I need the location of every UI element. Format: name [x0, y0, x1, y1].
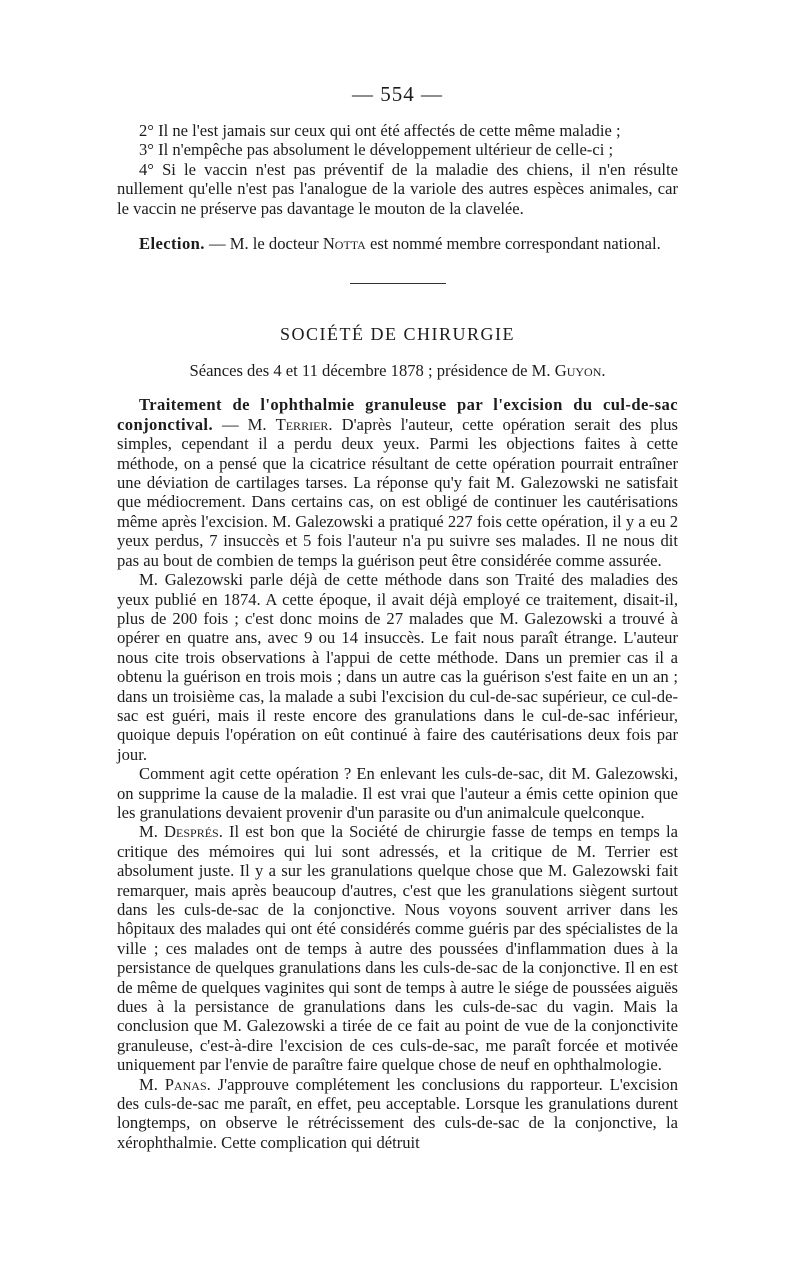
election-text-after: est nommé membre correspondant national. [365, 234, 661, 254]
intro-paragraph-2: 2° Il ne l'est jamais sur ceux qui ont été affectés de cette même maladie ; [139, 121, 621, 140]
page-number: — 554 — [352, 82, 443, 106]
paragraph-4-speaker: Després [164, 822, 219, 842]
paragraph-5-speaker: Panas [164, 1074, 207, 1094]
intro-paragraph-4: 4° Si le vaccin n'est pas préventif de la maladie des chiens, il n'en résulte nullement qu'elle n'est pas l'analogue de la variole des autres espèces animales, car le vaccin ne préserve pas davantage le mouton de la clavelée. [117, 159, 678, 218]
paragraph-5-prefix: M. [139, 1074, 165, 1094]
election-name: Notta [322, 234, 366, 254]
article-paragraph-3: Comment agit cette opération ? En enlevant les culs-de-sac, dit M. Galezowski, on supprime la cause de la maladie. Il est vrai que l'auteur a émis cette opinion que les granulations devaient provenir d'un parasite ou d'un animalcule quelconque. [117, 764, 678, 822]
article-paragraph-1 [117, 395, 678, 570]
session-line [117, 361, 678, 381]
article-paragraph-4 [117, 822, 678, 1074]
session-text: Séances des 4 et 11 décembre 1878 ; présidence de M. [189, 361, 555, 381]
election-text-before: — M. le docteur [204, 234, 323, 254]
election-label: Election. [139, 234, 205, 254]
intro-paragraph-3: 3° Il n'empêche pas absolument le développement ultérieur de celle-ci ; [139, 140, 614, 160]
paragraph-5-text: . J'approuve complétement les conclusions du rapporteur. L'excision des culs-de-sac me paraît, en effet, peu acceptable. Lorsque les granulations durent longtemps, on observe le rétrécissement des culs-de-sac de la conjonctive, la xérophthalmie. Cette complication qui détruit [117, 1074, 678, 1152]
section-divider [350, 283, 446, 284]
society-title: SOCIÉTÉ DE CHIRURGIE [280, 324, 515, 345]
article-paragraph-1-text: . D'après l'auteur, cette opération serait des plus simples, cependant il a perdu deux yeux. Parmi les objections faites à cette méthode, on a pensé que la cicatrice résultant de cette opération pourrait entraîner une déviation de cartilages tarses. La réponse qu'y fait M. Galezowski ne satisfait que médiocrement. Dans certains cas, on est obligé de continuer les cautérisations même après l'excision. M. Galezowski a pratiqué 227 fois cette opération, il y a eu 2 yeux perdus, 7 insuccès et 5 fois l'auteur n'a pu suivre ses malades. Il ne nous dit pas au bout de combien de temps la guérison peut être considérée comme assurée. [117, 414, 678, 570]
article-author: Terrier [275, 414, 329, 434]
article-title: Traitement de l'ophthalmie granuleuse par l'excision du cul-de-sac conjonctival. [117, 395, 678, 434]
article-author-prefix: — M. [213, 414, 276, 434]
paragraph-4-prefix: M. [139, 822, 165, 842]
session-end: . [601, 361, 606, 381]
article-paragraph-2: M. Galezowski parle déjà de cette méthode dans son Traité des maladies des yeux publié en 1874. A cette époque, il avait déjà employé ce traitement, disait-il, plus de 200 fois ; c'est donc moins de 27 malades que M. Galezowski a trouvé à opérer en quatre ans, avec 9 ou 14 insuccès. Le fait nous paraît étrange. L'auteur nous cite trois observations à l'appui de cette méthode. Dans un premier cas il a obtenu la guérison en trois mois ; dans un autre cas la guérison s'est faite en un an ; dans un troisième cas, la malade a subi l'excision du cul-de-sac supérieur, ce cul-de-sac est guéri, mais il reste encore des granulations dans le cul-de-sac inférieur, quoique depuis l'opération on eût continué à faire des cautérisations deux fois par jour. [117, 570, 678, 764]
election-paragraph [117, 234, 678, 253]
article-paragraph-5 [117, 1075, 678, 1153]
paragraph-4-text: . Il est bon que la Société de chirurgie fasse de temps en temps la critique des mémoires qui lui sont adressés, et la critique de M. Terrier est absolument juste. Il y a sur les granulations quelque chose que M. Galezowski fait remarquer, mais après beaucoup d'autres, c'est que les granulations siègent surtout dans les culs-de-sac de la conjonctive. Nous voyons souvent arriver dans les hôpitaux des malades qui ont été considérés comme guéris par des spécialistes de la ville ; ces malades ont de temps à autre des poussées d'inflammation dues à la persistance de quelques granulations dans les culs-de-sac de la conjonctive. Il en est de même de quelques vaginites qui sont de temps à autre le siége de poussées aiguës dues à la persistance de granulations dans les culs-de-sac du vagin. Mais la conclusion que M. Galezowski a tirée de ce fait au point de vue de la conjonctivite granuleuse, c'est-à-dire l'excision de ces culs-de-sac, me paraît forcée et motivée uniquement par l'envie de paraître faire quelque chose de neuf en ophthalmologie. [117, 822, 678, 1075]
session-president: Guyon [554, 361, 602, 381]
